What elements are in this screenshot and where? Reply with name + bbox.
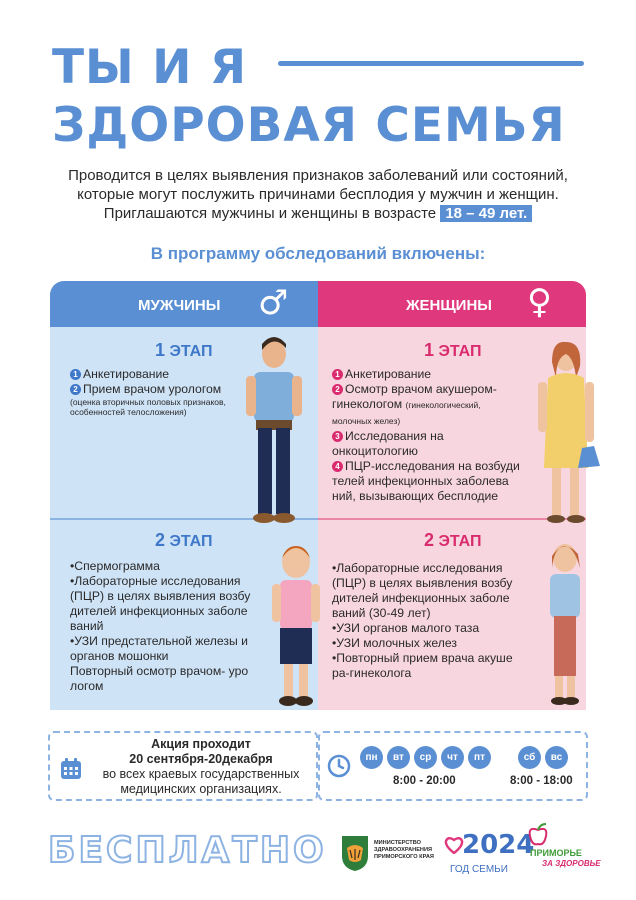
list-item: •Спермограмма [70,559,160,573]
calendar-icon [59,757,83,781]
program-subheading: В программу обследований включены: [150,244,486,263]
apple-logo-icon [524,822,552,848]
title-line-2: ЗДОРОВАЯ СЕМЬЯ [52,98,566,153]
tiger-emblem-icon [340,834,370,872]
girl-illustration [540,538,590,708]
weekend-hours: 8:00 - 18:00 [510,775,573,787]
list-item-text: Исследования на онкоцитологию [332,429,444,458]
brand-title: ПРИМОРЬЕ [530,848,582,858]
list-item [332,459,520,504]
women-header-label: ЖЕНЩИНЫ [406,297,492,314]
list-item: •УЗИ молочных желез [332,636,457,650]
number-badge-icon: 1 [332,369,343,380]
men-stage-1-list [70,367,240,417]
list-item [70,367,240,382]
intro-line-2: которые могут послужить причинами бесплодия у мужчин и женщин. [77,186,559,203]
list-item [70,382,240,417]
man-illustration [236,334,312,526]
intro-line-1: Проводится в целях выявления признаков заболеваний или состояний, [68,167,568,184]
year-label: 2024 [462,830,535,860]
list-item: •Лабораторные исследования (ПЦР) в целях выявления возбу дителей инфекционных заболе ваний (30-49 лет) [332,561,513,620]
intro-text [40,166,596,223]
men-stage-2-num: 2 [155,530,166,550]
intro-line-3 [40,204,596,223]
female-symbol-icon: ♀ [527,282,552,322]
clock-icon [327,754,351,778]
number-badge-icon: 1 [70,369,81,380]
boy-illustration [268,540,324,708]
list-item: •Повторный прием врача акуше ра-гинеколога [332,651,513,680]
brand-subtitle: ЗА ЗДОРОВЬЕ [542,859,601,868]
list-item-text: ПЦР-исследования на возбуди телей инфекционных заболева ний, вызывающих бесплодие [332,459,520,503]
year-caption: ГОД СЕМЬИ [450,864,508,875]
day-badge: вт [387,746,410,769]
list-item-text: Прием врачом урологом [83,382,222,396]
list-item: •Лабораторные исследования (ПЦР) в целях выявления возбу дителей инфекционных заболе ваний [70,574,251,633]
list-item [332,367,520,382]
men-header-label: МУЖЧИНЫ [138,297,221,314]
list-item-text: Анкетирование [345,367,432,381]
day-badge: пт [468,746,491,769]
men-stage-2-title [155,530,212,551]
list-item [332,382,520,429]
day-badge: ср [414,746,437,769]
title-line-1: ТЫ И Я [52,40,248,95]
women-stage-1-list [332,367,520,504]
women-stage-1-label: ЭТАП [438,343,482,360]
day-badge: сб [518,746,541,769]
number-badge-icon: 3 [332,431,343,442]
promo-dates: 20 сентября-20декабря [129,752,273,766]
list-item: •УЗИ органов малого таза [332,621,480,635]
age-highlight: 18 – 49 лет. [440,205,532,222]
number-badge-icon: 2 [70,384,81,395]
day-badge: вс [545,746,568,769]
list-item: Повторный осмотр врачом- уро логом [70,664,249,693]
title-rule [278,61,584,66]
male-symbol-icon: ♂ [258,283,289,323]
list-item-note: (гинекологический, молочных желез) [332,400,481,426]
promo-place: во всех краевых государственных медицинских организациях. [102,767,300,796]
ministry-label: МИНИСТЕРСТВО ЗДРАВООХРАНЕНИЯ ПРИМОРСКОГО КРАЯ [374,840,434,860]
woman-illustration [530,338,606,526]
women-stage-2-num: 2 [424,530,435,550]
men-stage-1-label: ЭТАП [169,343,213,360]
day-badge: чт [441,746,464,769]
promo-text [90,737,312,797]
women-stage-1-title [424,340,481,361]
women-stage-2-label: ЭТАП [438,533,482,550]
promo-title: Акция проходит [151,737,251,751]
list-item-note: (оценка вторичных половых признаков, особенностей телосложения) [70,397,226,417]
men-stage-1-num: 1 [155,340,166,360]
heart-logo-icon [444,836,464,854]
intro-invite: Приглашаются мужчины и женщины в возрасте [103,205,437,222]
day-badge: пн [360,746,383,769]
list-item [332,429,520,459]
women-stage-1-num: 1 [424,340,435,360]
list-item-text: Осмотр врачом акушером-гинекологом [332,382,497,411]
women-stage-2-title [424,530,481,551]
weekday-hours: 8:00 - 20:00 [393,775,456,787]
list-item-text: Анкетирование [83,367,170,381]
list-item: •УЗИ предстательной железы и органов мошонки [70,634,248,663]
number-badge-icon: 4 [332,461,343,472]
women-stage-2-list [332,561,532,681]
number-badge-icon: 2 [332,384,343,395]
men-stage-1-title [155,340,212,361]
free-label: БЕСПЛАТНО [48,830,327,871]
men-stage-2-list [70,559,265,694]
men-stage-2-label: ЭТАП [169,533,213,550]
